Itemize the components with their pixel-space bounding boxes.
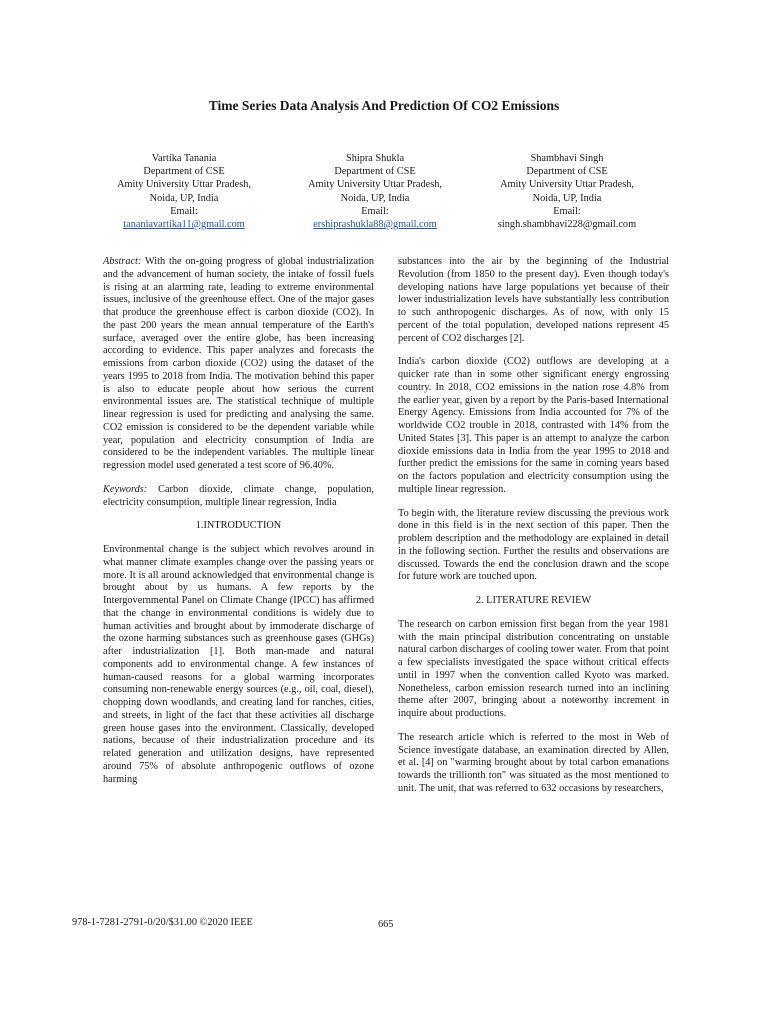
- author-2: [275, 152, 475, 231]
- author-affiliation: Amity University Uttar Pradesh,: [117, 179, 251, 191]
- author-email-link[interactable]: tananiavartika11@gmail.com: [123, 219, 245, 231]
- keywords-text: Carbon dioxide, climate change, population, electricity consumption, multiple linear regression, India: [103, 483, 374, 508]
- lit-paragraph-1: The research on carbon emission first began from the year 1981 with the main principal distribution concentrating on unstable natural carbon discharges of cooling tower water. From that point a few specialists investigated the space without critical effects until in 1997 when the convention called Kyoto was marked. Nonetheless, carbon emission research turned into an inclining theme after 2007, bringing about a noteworthy increment in inquire about productions.: [398, 618, 669, 719]
- abstract-text: With the on-going progress of global industrialization and the advancement of human society, the intake of fossil fuels is rising at an alarming rate, leading to extreme environmental issues, inclusive of the greenhouse effect. One of the major gases that produce the greenhouse effect is carbon dioxide (CO2). In the past 200 years the mean annual temperature of the Earth's surface, averaged over the entire globe, has been increasing according to evidence. This paper analyzes and forecasts the emissions from carbon dioxide (CO2) using the dataset of the years 1995 to 2018 from India. The motivation behind this paper is also to educate people about how serious the current environmental issues are. The statistical technique of multiple linear regression is used for predicting and analysing the same. CO2 emission is considered to be the dependent variable while year, population and electricity consumption of India are considered to be the independent variables. The multiple linear regression model used generated a test score of 96.40%.: [103, 256, 375, 471]
- author-location: Noida, UP, India: [149, 192, 219, 204]
- author-location: Noida, UP, India: [532, 192, 602, 204]
- page-number: 665: [378, 919, 394, 930]
- left-column: [103, 256, 374, 786]
- author-name: Vartika Tanania: [151, 153, 217, 164]
- author-email: singh.shambhavi228@gmail.com: [497, 219, 637, 231]
- author-email-label: Email:: [170, 205, 198, 217]
- intro-paragraph-3: To begin with, the literature review discussing the previous work done in this field is in the next section of this paper. Then the problem description and the methodology are explained in detail in the following section. Further the results and observations are discussed. Towards the end the conclusion drawn and the scope for future work are touched upon.: [398, 507, 669, 583]
- paper-title: Time Series Data Analysis And Prediction Of CO2 Emissions: [208, 98, 560, 113]
- right-column: [398, 256, 669, 796]
- keywords: [103, 484, 374, 510]
- keywords-label: Keywords:: [103, 483, 148, 495]
- lit-paragraph-2: The research article which is referred to the most in Web of Science investigate database, an examination directed by Allen, et al. [4] on "warming brought about by total carbon emanations towards the trillionth ton" was situated as the most mentioned to unit. The unit, that was referred to 632 occasions by researchers,: [398, 731, 669, 794]
- author-1: [84, 152, 284, 231]
- abstract-label: Abstract:: [103, 256, 142, 267]
- intro-paragraph-2: India's carbon dioxide (CO2) outflows are developing at a quicker rate than in some other significant energy engrossing country. In 2018, CO2 emissions in the nation rose 4.8% from the earlier year, given by a report by the Paris-based International Energy Agency. Emissions from India accounted for 7% of the worldwide CO2 trouble in 2018, contrasted with 14% from the United States [3]. This paper is an attempt to analyze the carbon dioxide emissions data in India from the year 1995 to 2018 and further predict the emissions for the same in coming years based on the factors population and electricity consumption using the multiple linear regression.: [398, 356, 669, 495]
- intro-paragraph-1: Environmental change is the subject which revolves around in what manner climate examples change over the passing years or more. It is all around acknowledged that environmental change is brought about by us humans. A few reports by the Intergovernmental Panel on Climate Change (IPCC) has affirmed that the change in environmental conditions is widely due to human activities and brought about by immoderate discharge of the ozone harming substances such as greenhouse gases (GHGs) after industrialization [1]. Both man-made and natural components add to environmental change. A few instances of human-caused reasons for a global warming incorporates consuming non-renewable energy sources (e.g., oil, coal, diesel), chopping down woodlands, and creating land for ranches, cities, and streets, in light of the fact that these activities all discharge green house gases into the environment. Classically, developed nations, because of their industrialization procedure and its related generation and utilization designs, have represented around 75% of absolute anthropogenic outflows of ozone harming: [103, 544, 374, 785]
- author-name: Shipra Shukla: [345, 153, 405, 164]
- footer-isbn: 978-1-7281-2791-0/20/$31.00 ©2020 IEEE: [72, 917, 253, 928]
- author-email-link[interactable]: ershiprashukla88@gmail.com: [313, 219, 437, 231]
- author-affiliation: Amity University Uttar Pradesh,: [308, 179, 442, 191]
- author-affiliation: Amity University Uttar Pradesh,: [500, 179, 634, 191]
- author-email-label: Email:: [553, 205, 581, 217]
- intro-paragraph-1-continued: substances into the air by the beginning of the Industrial Revolution (from 1850 to the present day). Even though today's developing nations have large populations yet because of their lower industrialization levels have substantially less contribution to such anthropogenic discharges. As of now, with only 15 percent of the total population, developed nations represent 45 percent of CO2 discharges [2].: [398, 256, 669, 344]
- author-dept: Department of CSE: [334, 166, 416, 178]
- author-email-label: Email:: [361, 205, 389, 217]
- author-dept: Department of CSE: [526, 166, 608, 178]
- author-name: Shambhavi Singh: [530, 153, 604, 164]
- author-3: [467, 152, 667, 231]
- author-dept: Department of CSE: [143, 166, 225, 178]
- literature-review-heading: 2. LITERATURE REVIEW: [475, 595, 592, 606]
- abstract: [103, 256, 374, 473]
- author-location: Noida, UP, India: [340, 192, 410, 204]
- introduction-heading: 1.INTRODUCTION: [195, 520, 282, 532]
